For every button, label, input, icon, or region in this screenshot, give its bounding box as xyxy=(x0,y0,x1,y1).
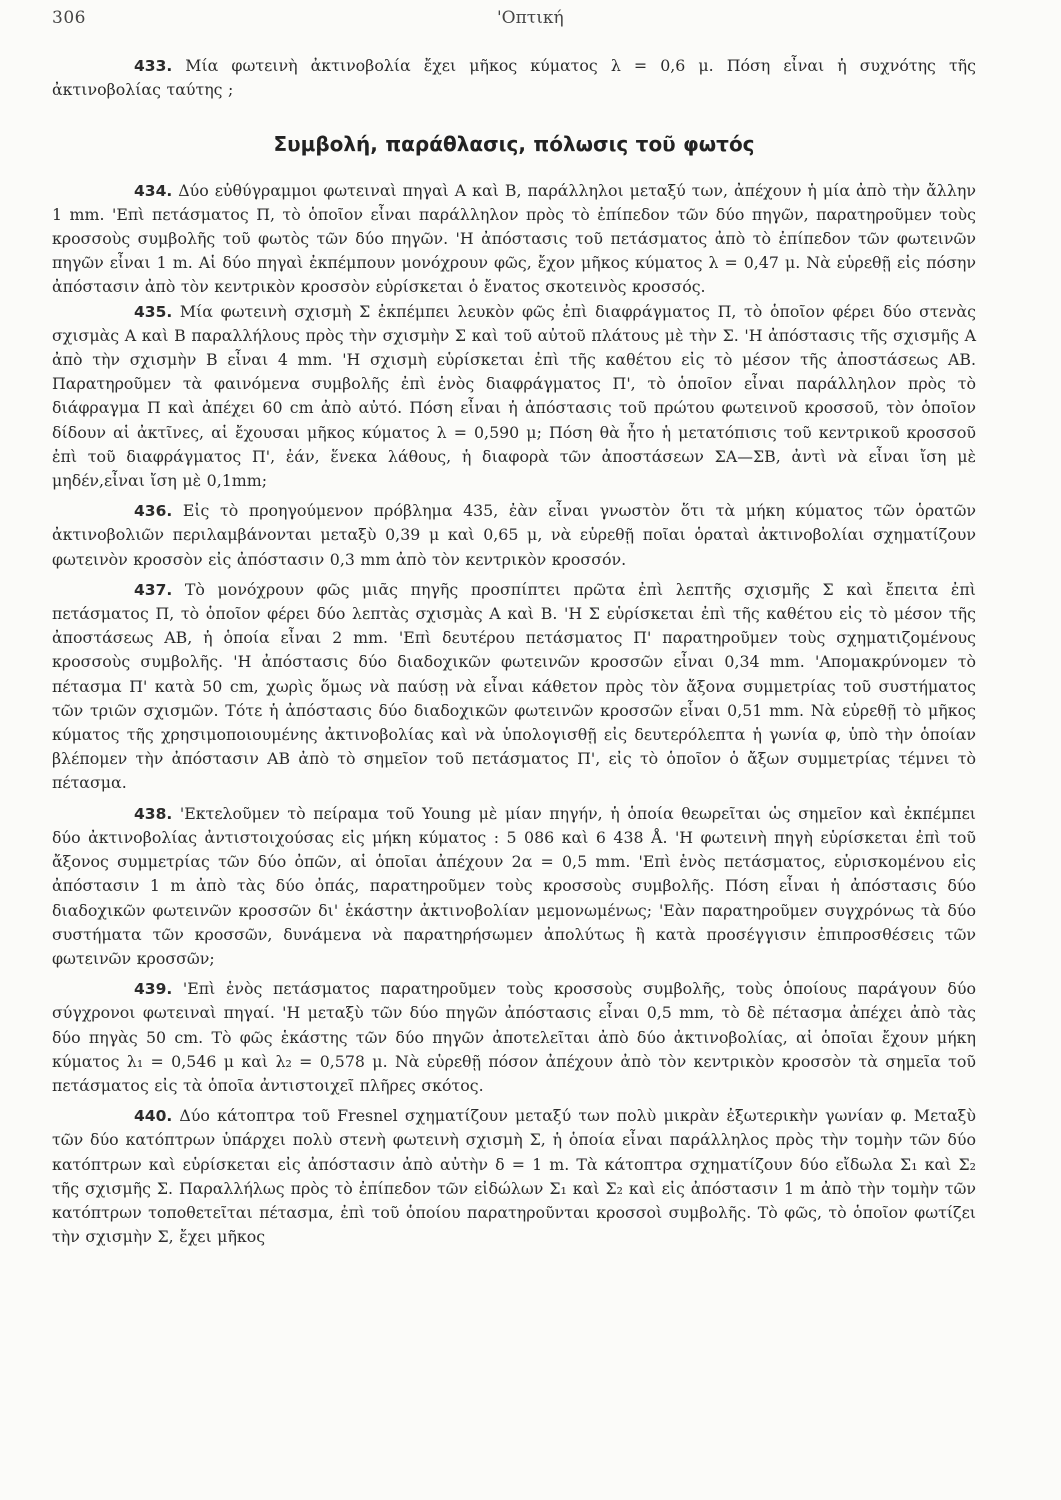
problem-number: 436. xyxy=(134,502,173,521)
section-title: Συμβολή, παράθλασις, πόλωσις τοῦ φωτός xyxy=(273,132,755,157)
problem-text: Δύο κάτοπτρα τοῦ Fresnel σχηματίζουν μεταξύ των πολὺ μικρὰν ἐξωτερικὴν γωνίαν φ. Μεταξὺ τῶν δύο κατόπτρων ὑπάρχει πολὺ στενὴ φωτεινὴ σχισμὴ Σ, ἡ ὁποία εἶναι παράλληλος πρὸς τὴν τομὴν τῶν δύο κατόπτρων καὶ εὑρίσκεται εἰς ἀπόστασιν ἀπὸ αὐτὴν δ = 1 m. Τὰ κάτοπτρα σχηματίζουν δύο εἴδωλα Σ₁ καὶ Σ₂ τῆς σχισμῆς Σ. Παραλλήλως πρὸς τὸ ἐπίπεδον τῶν εἰδώλων Σ₁ καὶ Σ₂ καὶ εἰς ἀπόστασιν 1 m ἀπὸ τὴν τομὴν τῶν κατόπτρων τοποθετεῖται πέτασμα, ἐπὶ τοῦ ὁποίου παρατηροῦνται κροσσοὶ συμβολῆς. Τὸ φῶς, τὸ ὁποῖον φωτίζει τὴν σχισμὴν Σ, ἔχει μῆκος xyxy=(52,1106,976,1247)
page-body xyxy=(52,54,976,1249)
page-number: 306 xyxy=(52,8,86,28)
problem-text: Μία φωτεινὴ σχισμὴ Σ ἐκπέμπει λευκὸν φῶς ἐπὶ διαφράγματος Π, τὸ ὁποῖον φέρει δύο στενὰς σχισμὰς Α καὶ Β παραλλήλους πρὸς τὴν σχισμὴν Σ καὶ τοῦ αὐτοῦ πλάτους μὲ τὴν Σ. 'Η ἀπόστασις τῆς σχισμῆς Α ἀπὸ τὴν σχισμὴν Β εἶναι 4 mm. 'Η σχισμὴ εὑρίσκεται ἐπὶ τῆς καθέτου εἰς τὸ μέσον τῆς ἀποστάσεως ΑΒ. Παρατηροῦμεν τὰ φαινόμενα συμβολῆς ἐπὶ ἑνὸς διαφράγματος Π', τὸ ὁποῖον εἶναι παράλληλον πρὸς τὸ διάφραγμα Π καὶ ἀπέχει 60 cm ἀπὸ αὐτό. Πόση εἶναι ἡ ἀπόστασις τοῦ πρώτου φωτεινοῦ κροσσοῦ, τὸν ὁποῖον δίδουν αἱ ἀκτῖνες, αἱ ἔχουσαι μῆκος κύματος λ = 0,590 μ; Πόση θὰ ἦτο ἡ μετατόπισις τοῦ κεντρικοῦ κροσσοῦ ἐπὶ τοῦ διαφράγματος Π', ἐάν, ἕνεκα λάθους, ἡ διαφορὰ τῶν ἀποστάσεων ΣΑ—ΣΒ, ἀντὶ νὰ εἶναι ἴση μὲ μηδέν,εἶναι ἴση μὲ 0,1mm; xyxy=(52,301,976,491)
problem-text: Δύο εὐθύγραμμοι φωτειναὶ πηγαὶ Α καὶ Β, παράλληλοι μεταξύ των, ἀπέχουν ἡ μία ἀπὸ τὴν ἄλλην 1 mm. 'Επὶ πετάσματος Π, τὸ ὁποῖον εἶναι παράλληλον πρὸς τὸ ἐπίπεδον τῶν δύο πηγῶν, παρατηροῦμεν τοὺς κροσσοὺς συμβολῆς τοῦ φωτὸς τῶν δύο πηγῶν. 'Η ἀπόστασις τοῦ πετάσματος ἀπὸ τὸ ἐπίπεδον τῶν φωτεινῶν πηγῶν εἶναι 1 m. Αἱ δύο πηγαὶ ἐκπέμπουν μονόχρουν φῶς, ἔχον μῆκος κύματος λ = 0,47 μ. Νὰ εὑρεθῇ εἰς πόσην ἀπόστασιν ἀπὸ τὸν κεντρικὸν κροσσὸν εὑρίσκεται ὁ ἔνατος σκοτεινὸς κροσσός. xyxy=(52,180,976,297)
problem-439 xyxy=(52,977,976,1098)
problem-438 xyxy=(52,802,976,971)
problem-number: 433. xyxy=(134,57,173,75)
problem-number: 434. xyxy=(134,181,173,200)
problem-text: 'Εκτελοῦμεν τὸ πείραμα τοῦ Young μὲ μίαν πηγήν, ἡ ὁποία θεωρεῖται ὡς σημεῖον καὶ ἐκπέμπει δύο ἀκτινοβολίας ἀντιστοιχούσας εἰς μήκη κύματος : 5 086 καὶ 6 438 Å. 'Η φωτεινὴ πηγὴ εὑρίσκεται ἐπὶ τοῦ ἄξονος συμμετρίας τῶν δύο ὀπῶν, αἱ ὁποῖαι ἀπέχουν 2α = 0,5 mm. 'Επὶ ἑνὸς πετάσματος, εὑρισκομένου εἰς ἀπόστασιν 1 m ἀπὸ τὰς δύο ὀπάς, παρατηροῦμεν τοὺς κροσσοὺς συμβολῆς. Πόση εἶναι ἡ ἀπόστασις δύο διαδοχικῶν φωτεινῶν κροσσῶν δι' ἑκάστην ἀκτινοβολίαν μεμονωμένως; 'Εὰν παρατηροῦμεν συγχρόνως τὰ δύο συστήματα τῶν κροσσῶν, δυνάμενα νὰ παρατηρήσωμεν ἀπολύτως ἢ κατὰ προσέγγισιν ἐπιπροσθέσεις τῶν φωτεινῶν κροσσῶν; xyxy=(52,803,976,968)
problem-text: Εἰς τὸ προηγούμενον πρόβλημα 435, ἐὰν εἶναι γνωστὸν ὅτι τὰ μήκη κύματος τῶν ὁρατῶν ἀκτινοβολιῶν περιλαμβάνονται μεταξὺ 0,39 μ καὶ 0,65 μ, νὰ εὑρεθῇ ποῖαι ὁραταὶ ἀκτινοβολίαι σχηματίζουν φωτεινὸν κροσσὸν εἰς ἀπόστασιν 0,3 mm ἀπὸ τὸν κεντρικὸν κροσσόν. xyxy=(52,501,976,569)
problem-text: Μία φωτεινὴ ἀκτινοβολία ἔχει μῆκος κύματος λ = 0,6 μ. Πόση εἶναι ἡ συχνότης τῆς ἀκτινοβολίας ταύτης ; xyxy=(52,56,976,100)
running-title: 'Οπτική xyxy=(497,8,564,28)
problem-number: 440. xyxy=(134,1107,173,1126)
problem-434 xyxy=(52,179,976,300)
problem-number: 435. xyxy=(134,302,173,321)
problem-text: Τὸ μονόχρουν φῶς μιᾶς πηγῆς προσπίπτει πρῶτα ἐπὶ λεπτῆς σχισμῆς Σ καὶ ἔπειτα ἐπὶ πετάσματος Π, τὸ ὁποῖον φέρει δύο λεπτὰς σχισμὰς Α καὶ Β. 'Η Σ εὑρίσκεται ἐπὶ τῆς καθέτου εἰς τὸ μέσον τῆς ἀποστάσεως ΑΒ, ἡ ὁποία εἶναι 2 mm. 'Επὶ δευτέρου πετάσματος Π' παρατηροῦμεν τοὺς σχηματιζομένους κροσσοὺς συμβολῆς. 'Η ἀπόστασις δύο διαδοχικῶν φωτεινῶν κροσσῶν εἶναι 0,34 mm. 'Απομακρύνομεν τὸ πέτασμα Π' κατὰ 50 cm, χωρὶς ὅμως νὰ παύσῃ νὰ εἶναι κάθετον πρὸς τὸν ἄξονα συμμετρίας τοῦ συστήματος τῶν τριῶν σχισμῶν. Τότε ἡ ἀπόστασις δύο διαδοχικῶν φωτεινῶν κροσσῶν εἶναι 0,51 mm. Νὰ εὑρεθῇ τὸ μῆκος κύματος τῆς χρησιμοποιουμένης ἀκτινοβολίας καὶ νὰ ὑπολογισθῇ εἰς δευτερόλεπτα ἡ γωνία φ, ὑπὸ τὴν ὁποίαν βλέπομεν τὴν ἀπόστασιν ΑΒ ἀπὸ τὸ σημεῖον τοῦ πετάσματος Π', εἰς τὸ ὁποῖον ὁ ἄξων συμμετρίας τέμνει τὸ πέτασμα. xyxy=(52,579,976,793)
problem-435 xyxy=(52,300,976,494)
problem-437 xyxy=(52,578,976,796)
problem-number: 437. xyxy=(134,580,173,599)
problem-436 xyxy=(52,499,976,572)
problem-440 xyxy=(52,1104,976,1249)
problem-433 xyxy=(52,54,976,102)
problem-number: 438. xyxy=(134,804,173,823)
problem-number: 439. xyxy=(134,980,173,999)
problem-text: 'Επὶ ἑνὸς πετάσματος παρατηροῦμεν τοὺς κροσσοὺς συμβολῆς, τοὺς ὁποίους παράγουν δύο σύγχρονοι φωτειναὶ πηγαί. 'Η μεταξὺ τῶν δύο πηγῶν ἀπόστασις εἶναι 0,5 mm, τὸ δὲ πέτασμα ἀπέχει ἀπὸ τὰς δύο πηγὰς 50 cm. Τὸ φῶς ἑκάστης τῶν δύο πηγῶν ἀποτελεῖται ἀπὸ δύο ἀκτινοβολίας, αἱ ὁποῖαι ἔχουν μήκη κύματος λ₁ = 0,546 μ καὶ λ₂ = 0,578 μ. Νὰ εὑρεθῇ πόσον ἀπέχουν ἀπὸ τὸν κεντρικὸν κροσσὸν τὰ σημεῖα τοῦ πετάσματος εἰς τὰ ὁποῖα ἀντιστοιχεῖ πλῆρες σκότος. xyxy=(52,979,976,1095)
